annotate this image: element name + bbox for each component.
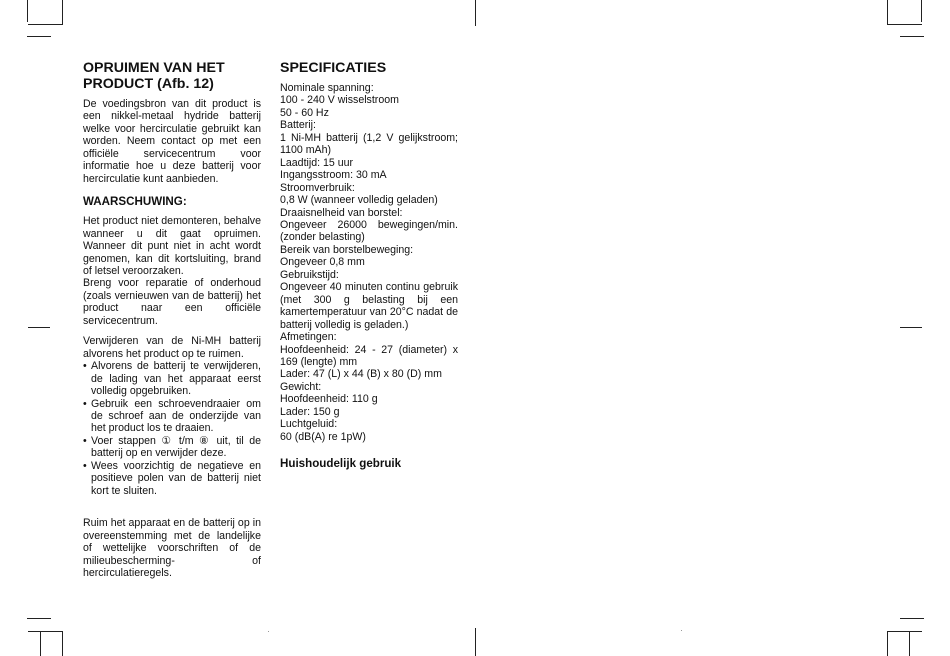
spec-label: Gebruikstijd: (280, 268, 339, 281)
closing-paragraph: Ruim het apparaat en de batterij op in overeenstemming met de landelijke of wettelijke voorschriften of de milieubescherming- of hercirculatieregels. (83, 517, 261, 579)
crop-mark (40, 631, 41, 656)
spec-value: Ongeveer 40 minuten continu gebruik (met 300 g belasting bij een kamertemperatuur van 20°C nadat de batterij volledig is geladen.) (280, 281, 458, 331)
spec-label: Bereik van borstelbeweging: (280, 243, 414, 256)
spec-value: Ongeveer 26000 bewegingen/min. (zonder belasting) (280, 218, 458, 244)
list-item: • Wees voorzichtig de negatieve en positieve polen van de batterij niet kort te sluiten. (83, 460, 261, 497)
crop-mark (887, 631, 888, 656)
dust-dot (681, 630, 682, 631)
disposal-intro: De voedingsbron van dit product is een nikkel-metaal hydride batterij welke voor hercirculatie gebruikt kan worden. Neem contact op met een officiële servicecentrum voor informatie hoe u deze batterij voor hercirculatie kunt aanbieden. (83, 98, 261, 185)
list-item: • Voer stappen ① t/m ⑧ uit, til de batterij op en verwijder deze. (83, 435, 261, 460)
spec-value: 60 (dB(A) re 1pW) (280, 430, 366, 443)
spec-label: Luchtgeluid: (280, 418, 338, 431)
crop-mark (28, 327, 50, 328)
list-item: • Alvorens de batterij te verwijderen, de lading van het apparaat eerst volledig opgebruiken. (83, 360, 261, 397)
warning-paragraph-2: Breng voor reparatie of onderhoud (zoals vernieuwen van de batterij) het product naar een officiële servicecentrum. (83, 277, 261, 327)
spec-value: Lader: 47 (L) x 44 (B) x 80 (D) mm (280, 368, 442, 381)
spec-value: Lader: 150 g (280, 405, 340, 418)
crop-mark (475, 628, 476, 656)
spec-value: Hoofdeenheid: 24 - 27 (diameter) x 169 (lengte) mm (280, 343, 458, 368)
left-column (83, 60, 261, 579)
crop-mark (900, 327, 922, 328)
spec-value: Ongeveer 0,8 mm (280, 256, 365, 269)
dust-dot (268, 631, 269, 632)
spec-label: Afmetingen: (280, 331, 337, 344)
spec-value: 50 - 60 Hz (280, 106, 329, 119)
spec-value: 0,8 W (wanneer volledig geladen) (280, 194, 438, 207)
spec-label: Laadtijd: 15 uur (280, 156, 354, 169)
spec-list (280, 82, 458, 443)
crop-mark (27, 36, 51, 37)
spec-label: Gewicht: (280, 380, 322, 393)
crop-mark (475, 0, 476, 26)
crop-mark (887, 631, 922, 632)
crop-mark (27, 0, 28, 22)
crop-mark (62, 631, 63, 656)
spec-label: Batterij: (280, 119, 316, 132)
crop-mark (921, 0, 922, 22)
spec-value: Hoofdeenheid: 110 g (280, 393, 378, 406)
household-use-note: Huishoudelijk gebruik (280, 457, 402, 471)
spec-label: Ingangsstroom: 30 mA (280, 169, 387, 182)
spec-label: Stroomverbruik: (280, 181, 355, 194)
crop-mark (62, 0, 63, 24)
crop-mark (909, 631, 910, 656)
spec-value: 1 Ni-MH batterij (1,2 V gelijkstroom; 1100 mAh) (280, 131, 458, 157)
list-item: • Gebruik een schroevendraaier om de schroef aan de onderzijde van het product los te draaien. (83, 398, 261, 435)
crop-mark (900, 618, 924, 619)
spec-value: 100 - 240 V wisselstroom (280, 94, 399, 107)
crop-mark (28, 24, 63, 25)
warning-paragraph-1: Het product niet demonteren, behalve wanneer u dit gaat opruimen. Wanneer dit punt niet in acht wordt genomen, kan dit kortsluiting, brand of letsel veroorzaken. (83, 215, 261, 277)
disposal-title: OPRUIMEN VAN HET PRODUCT (Afb. 12) (83, 60, 225, 92)
crop-mark (887, 0, 888, 24)
removal-intro: Verwijderen van de Ni-MH batterij alvorens het product op te ruimen. (83, 335, 261, 360)
crop-mark (27, 618, 51, 619)
warning-title: WAARSCHUWING: (83, 195, 187, 209)
specs-title: SPECIFICATIES (280, 60, 387, 76)
crop-mark (28, 631, 63, 632)
right-column (280, 60, 458, 477)
spec-label: Nominale spanning: (280, 82, 374, 94)
removal-steps (83, 360, 261, 497)
spec-label: Draaisnelheid van borstel: (280, 206, 403, 219)
crop-mark (887, 24, 922, 25)
crop-mark (900, 36, 924, 37)
